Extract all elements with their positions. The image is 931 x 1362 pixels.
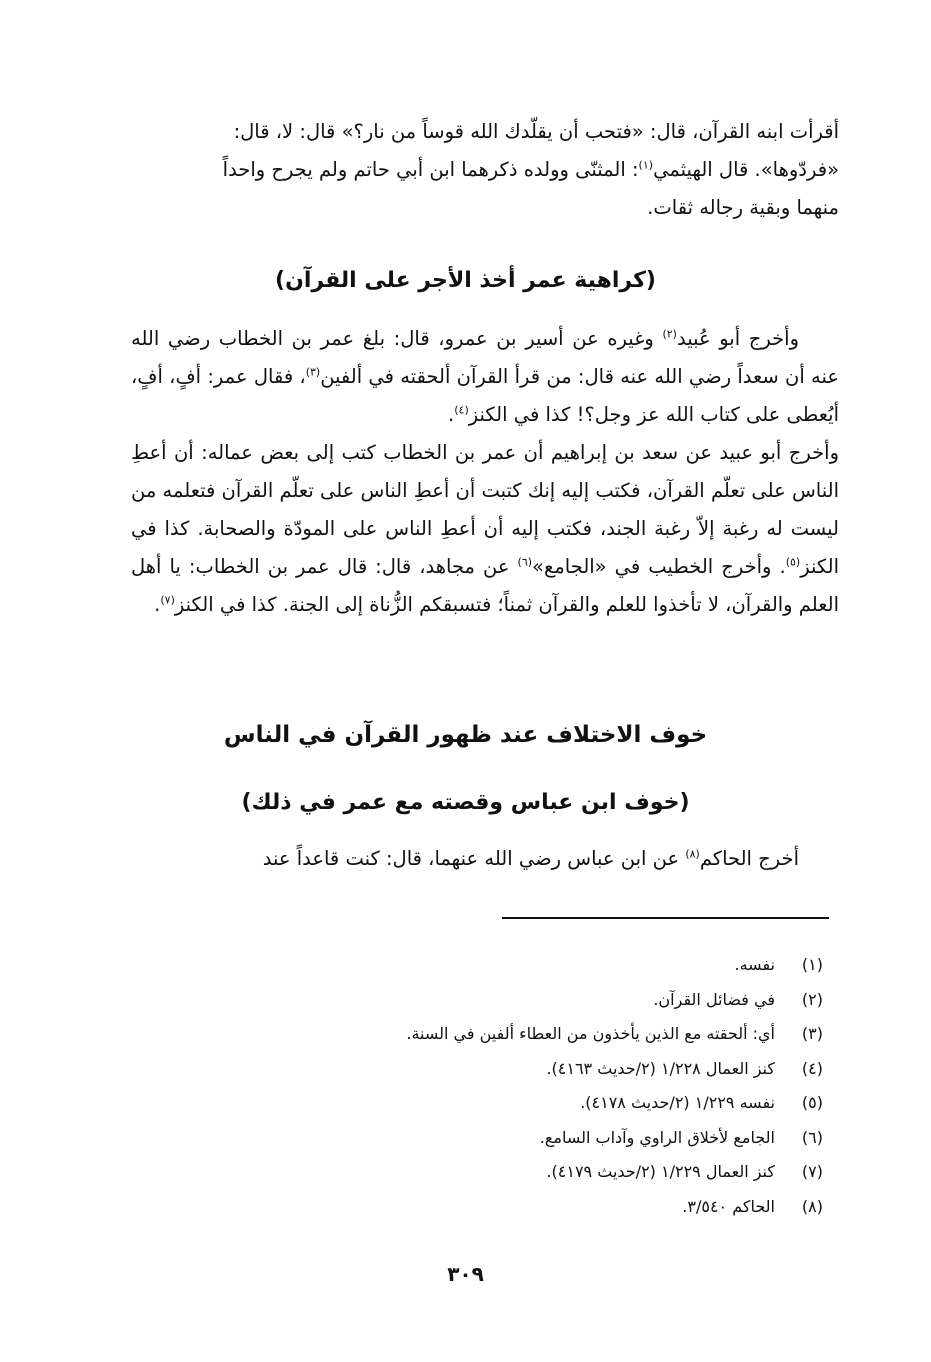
text-segment: : المثنّى وولده ذكرهما ابن أبي حاتم ولم يجرح واحداً [222, 158, 639, 181]
footnote-ref-6: (٦) [517, 555, 533, 569]
footnote-item [183, 1155, 823, 1190]
footnote-text: أي: ألحقته مع الذين يأخذون من العطاء ألفين في السنة. [406, 1024, 775, 1043]
footnote-item [183, 1052, 823, 1087]
paragraph-1-line-3: منهما وبقية رجاله ثقات. [647, 196, 839, 219]
footnote-ref-3: (٣) [305, 365, 321, 379]
text-segment: وأخرج أبو عُبيد [676, 327, 799, 350]
text-segment: ، فقال عمر: أفٍ، أفٍ، أيُعطى على كتاب الله عز وجل؟! كذا في الكنز [131, 365, 839, 426]
text-segment: أخرج الحاكم [699, 847, 799, 870]
footnote-ref-2: (٢) [662, 327, 677, 341]
footnote-number: (٣) [801, 1024, 823, 1043]
paragraph-1 [131, 113, 839, 227]
text-segment: «فردّوها». قال الهيثمي [653, 158, 839, 181]
footnote-item [183, 1121, 823, 1156]
footnote-ref-1: (١) [638, 158, 654, 172]
footnote-number: (١) [801, 955, 823, 974]
paragraph-3-line-1 [131, 840, 839, 878]
paragraph-2 [131, 320, 839, 624]
footnotes-list [183, 948, 823, 1224]
paragraph-3 [131, 840, 839, 878]
footnote-number: (٤) [801, 1058, 823, 1078]
footnote-number: (٧) [801, 1162, 823, 1181]
text-segment: . [154, 593, 161, 616]
page-number: ٣٠٩ [447, 1262, 484, 1286]
footnote-text: نفسه. [734, 955, 775, 974]
text-segment: وأخرج أبو عبيد عن سعد بن إبراهيم أن عمر بن الخطاب كتب إلى بعض عماله: أن أعطِ الناس على تعلّم القرآن، فكتب إليه إنك كتبت أن أعطِ الناس على تعلّم القرآن فتعلمه من ليست له رغبة إلاّ رغبة الجند، فكتب إليه أن أعطِ الناس على المودّة والصحابة. كذا في الكنز [131, 441, 839, 578]
footnote-text: الجامع لأخلاق الراوي وآداب السامع. [539, 1127, 775, 1147]
footnote-text: كنز العمال ١/٢٢٨ (٢/حديث ٤١٦٣). [546, 1058, 775, 1078]
paragraph-1-line-2 [131, 151, 839, 189]
footnote-number: (٦) [801, 1127, 823, 1147]
footnote-number: (٥) [801, 1093, 823, 1112]
footnote-ref-8: (٨) [685, 847, 700, 861]
footnote-ref-4: (٤) [454, 403, 469, 417]
section-heading-3: (خوف ابن عباس وقصته مع عمر في ذلك) [241, 790, 690, 815]
text-segment: عن مجاهد، قال: قال عمر بن الخطاب: يا أهل العلم والقرآن، لا تأخذوا للعلم والقرآن ثمناً؛ فتسبقكم الزُّناة إلى الجنة. كذا في الكنز [131, 555, 839, 616]
footnote-text: في فضائل القرآن. [653, 989, 775, 1009]
footnote-ref-7: (٧) [160, 593, 175, 607]
paragraph-2-part-2 [131, 434, 839, 624]
footnote-text: الحاكم ٣/٥٤٠. [682, 1196, 775, 1216]
section-heading-2: خوف الاختلاف عند ظهور القرآن في الناس [223, 722, 708, 748]
footnote-text: كنز العمال ١/٢٢٩ (٢/حديث ٤١٧٩). [546, 1162, 775, 1181]
footnote-item [183, 983, 823, 1018]
footnote-item [183, 948, 823, 983]
text-segment: وغيره عن أسير بن عمرو، قال: بلغ عمر بن الخطاب رضي الله عنه أن سعداً رضي الله عنه قال: من قرأ القرآن ألحقته في ألفين [131, 327, 839, 388]
footnote-number: (٨) [801, 1196, 823, 1216]
text-segment: . وأخرج الخطيب في «الجامع» [532, 555, 786, 578]
footnote-text: نفسه ١/٢٢٩ (٢/حديث ٤١٧٨). [580, 1093, 775, 1112]
footnote-item [183, 1190, 823, 1225]
section-heading-1: (كراهية عمر أخذ الأجر على القرآن) [275, 268, 656, 293]
footnote-ref-5: (٥) [785, 555, 801, 569]
footnote-item [183, 1017, 823, 1052]
paragraph-2-part-1 [131, 320, 839, 434]
footnote-item [183, 1086, 823, 1121]
footnote-divider [502, 917, 829, 919]
paragraph-1-line-1: أقرأت ابنه القرآن، قال: «فتحب أن يقلّدك الله قوساً من نار؟» قال: لا، قال: [233, 120, 839, 143]
text-segment: . [448, 403, 455, 426]
text-segment: عن ابن عباس رضي الله عنهما، قال: كنت قاعداً عند [262, 847, 686, 870]
footnote-number: (٢) [801, 989, 823, 1009]
